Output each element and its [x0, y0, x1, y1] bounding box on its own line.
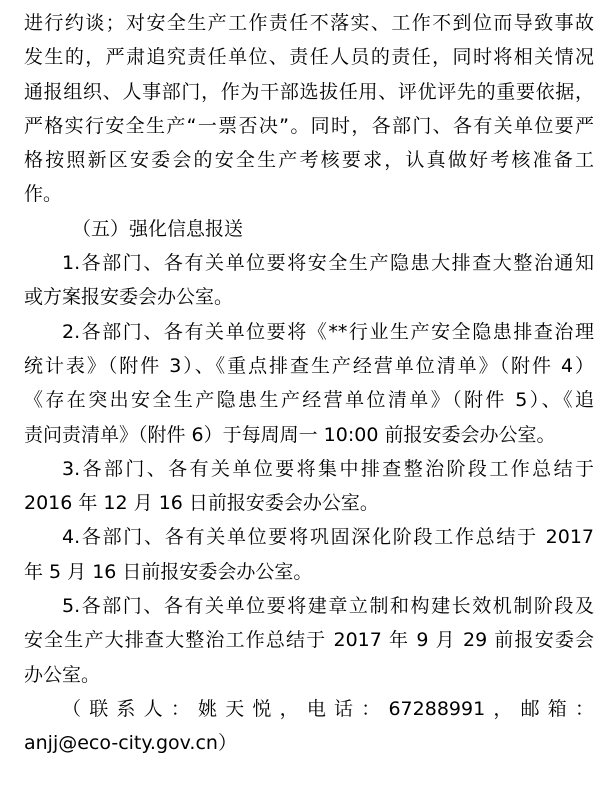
- text-line: 2016 年 12 月 16 日前报安委会办公室。: [24, 492, 379, 515]
- text-line: 5.各部门、各有关单位要将建章立制和构建长效机制阶段及: [62, 595, 594, 618]
- text-line: 格按照新区安委会的安全生产考核要求，认真做好考核准备工: [24, 149, 594, 172]
- text-line: 《存在突出安全生产隐患生产经营单位清单》（附件 5）、《追: [24, 389, 594, 412]
- section-heading-information-reporting: [24, 212, 594, 246]
- text-line: 2.各部门、各有关单位要将《**行业生产安全隐患排查治理: [62, 320, 594, 343]
- list-item-4: [24, 520, 594, 589]
- paragraph-accountability: [24, 6, 594, 212]
- text-line: 通报组织、人事部门，作为干部选拔任用、评优评先的重要依据，: [24, 80, 594, 103]
- contact-email: anjj@eco-city.gov.cn）: [24, 732, 237, 755]
- text-line: 年 5 月 16 日前报安委会办公室。: [24, 560, 313, 583]
- list-item-2: [24, 315, 594, 452]
- list-item-5: [24, 589, 594, 692]
- text-line: 安全生产大排查大整治工作总结于 2017 年 9 月 29 前报安委会: [24, 629, 594, 652]
- text-line: 责问责清单》（附件 6）于每周周一 10:00 前报安委会办公室。: [24, 423, 556, 446]
- text-line: 发生的，严肃追究责任单位、责任人员的责任，同时将相关情况: [24, 46, 594, 69]
- text-line: 3.各部门、各有关单位要将集中排查整治阶段工作总结于: [62, 457, 594, 480]
- text-line: 严格实行安全生产“一票否决”。同时，各部门、各有关单位要严: [24, 114, 594, 137]
- text-line: 进行约谈；对安全生产工作责任不落实、工作不到位而导致事故: [24, 12, 594, 34]
- text-line: 1.各部门、各有关单位要将安全生产隐患大排查大整治通知: [62, 252, 594, 275]
- text-line: 4.各部门、各有关单位要将巩固深化阶段工作总结于 2017: [62, 526, 594, 549]
- list-item-3: [24, 452, 594, 521]
- text-line: 办公室。: [24, 663, 101, 686]
- text-line: 统计表》（附件 3）、《重点排查生产经营单位清单》（附件 4）: [24, 354, 594, 377]
- heading-text: （五）强化信息报送: [72, 217, 244, 240]
- text-line: 或方案报安委会办公室。: [24, 286, 234, 309]
- contact-line: （联系人：姚天悦，电话：67288991，邮箱：: [62, 697, 594, 720]
- contact-info: [24, 692, 594, 761]
- text-line: 作。: [24, 183, 63, 206]
- list-item-1: [24, 246, 594, 315]
